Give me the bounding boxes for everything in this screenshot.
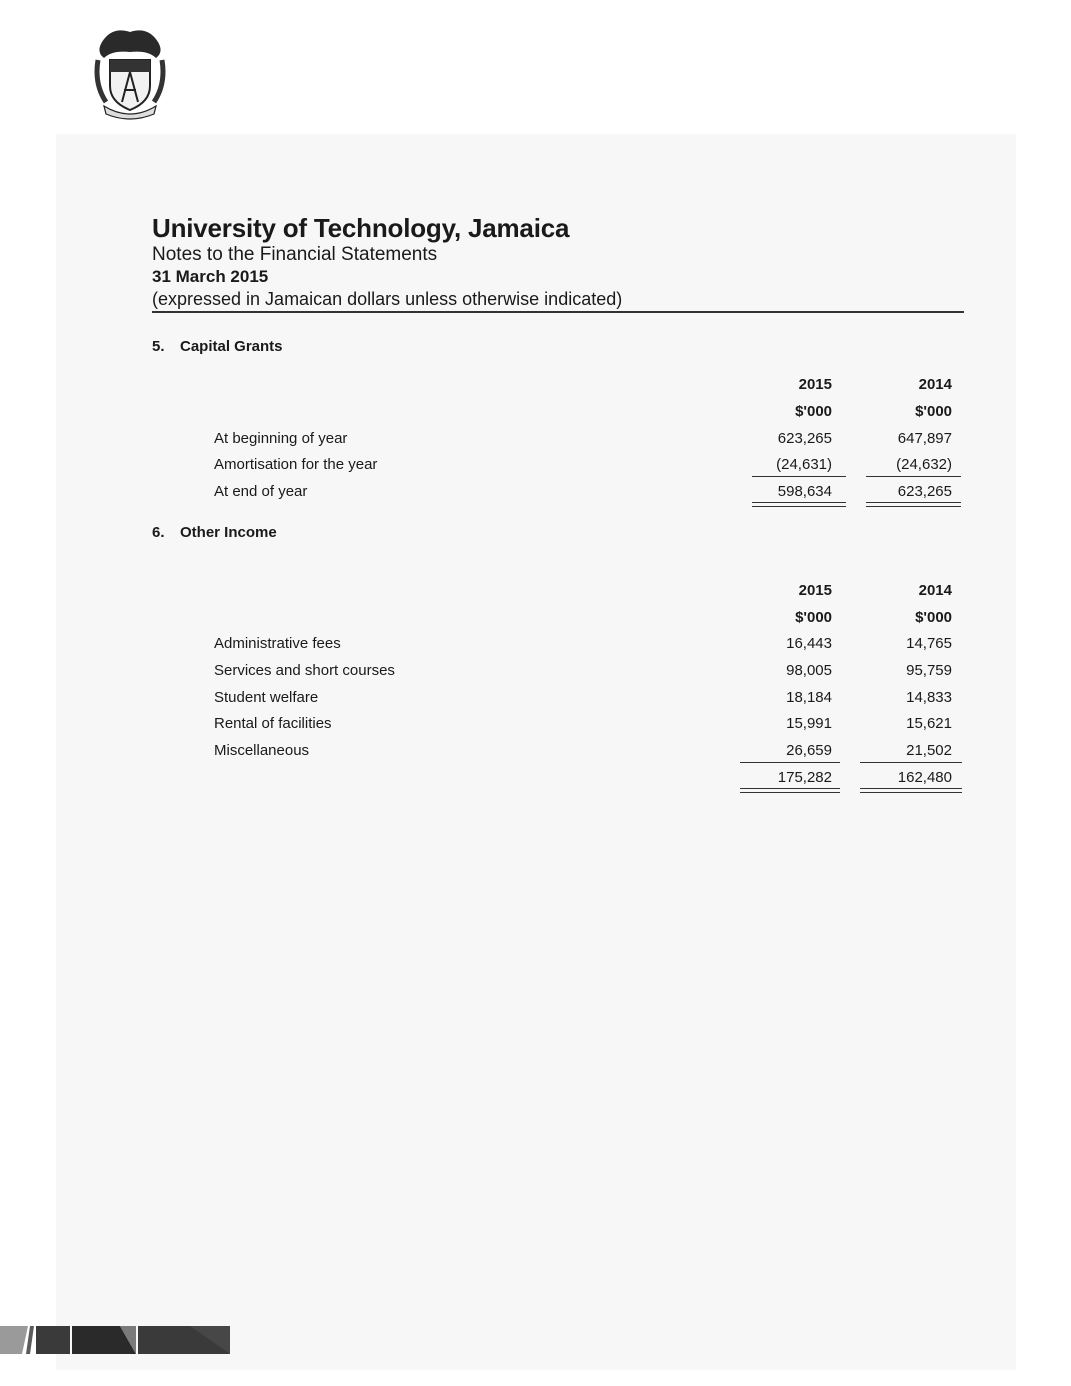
col-2014-year: 2014 — [918, 582, 952, 599]
row-value-2014: 647,897 — [897, 430, 952, 447]
row-value-2015: 18,184 — [786, 689, 832, 706]
table-row — [0, 452, 1071, 478]
row-value-2015: 16,443 — [786, 635, 832, 652]
total-value-2014: 162,480 — [897, 769, 952, 786]
row-label: Miscellaneous — [214, 742, 310, 759]
section-capital-grants-title — [152, 338, 283, 355]
header-rule — [152, 311, 964, 313]
currency-note: (expressed in Jamaican dollars unless otherwise indicated) — [152, 289, 623, 309]
row-label: Administrative fees — [214, 635, 341, 652]
table-row — [0, 685, 1071, 711]
row-value-2015: 598,634 — [777, 483, 832, 500]
row-value-2015: 15,991 — [786, 715, 832, 732]
section-other-income-title — [152, 524, 277, 541]
row-label: At end of year — [214, 483, 308, 500]
university-crest-icon — [92, 24, 168, 120]
col-2015-year: 2015 — [798, 376, 832, 393]
col-2014-unit: $'000 — [915, 609, 952, 626]
row-label: Rental of facilities — [214, 715, 332, 732]
subtotal-underline-2015 — [752, 476, 846, 477]
total-double-underline-2015 — [752, 502, 846, 507]
section-number: 6. — [152, 524, 165, 541]
row-value-2015: 26,659 — [786, 742, 832, 759]
total-value-2015: 175,282 — [777, 769, 832, 786]
table-row — [0, 631, 1071, 657]
footer-stripes-icon — [0, 1326, 230, 1354]
subtotal-underline-2014 — [860, 762, 962, 763]
col-2015-year: 2015 — [798, 582, 832, 599]
col-2014-unit: $'000 — [915, 403, 952, 420]
row-label: Student welfare — [214, 689, 319, 706]
section-label: Other Income — [180, 524, 277, 541]
col-2014-year: 2014 — [918, 376, 952, 393]
capital-grants-year-header — [0, 372, 1071, 398]
subtotal-underline-2015 — [740, 762, 840, 763]
table-row — [0, 658, 1071, 684]
row-value-2014: (24,632) — [896, 456, 952, 473]
row-value-2014: 14,765 — [906, 635, 952, 652]
total-double-underline-2014 — [866, 502, 961, 507]
total-double-underline-2015 — [740, 788, 840, 793]
row-value-2014: 15,621 — [906, 715, 952, 732]
capital-grants-unit-header — [0, 399, 1071, 425]
row-value-2014: 14,833 — [906, 689, 952, 706]
other-income-year-header — [0, 578, 1071, 604]
col-2015-unit: $'000 — [795, 609, 832, 626]
document-subtitle: Notes to the Financial Statements — [152, 244, 438, 265]
document-header — [152, 212, 964, 310]
row-value-2014: 623,265 — [897, 483, 952, 500]
row-value-2014: 95,759 — [906, 662, 952, 679]
section-label: Capital Grants — [180, 338, 283, 355]
row-label: Services and short courses — [214, 662, 395, 679]
table-row — [0, 711, 1071, 737]
row-value-2015: 623,265 — [777, 430, 832, 447]
document-title: University of Technology, Jamaica — [152, 213, 570, 243]
row-label: At beginning of year — [214, 430, 348, 447]
row-value-2014: 21,502 — [906, 742, 952, 759]
col-2015-unit: $'000 — [795, 403, 832, 420]
row-value-2015: (24,631) — [776, 456, 832, 473]
subtotal-underline-2014 — [866, 476, 961, 477]
table-row — [0, 426, 1071, 452]
section-number: 5. — [152, 338, 165, 355]
document-date: 31 March 2015 — [152, 267, 269, 286]
total-double-underline-2014 — [860, 788, 962, 793]
table-row — [0, 738, 1071, 764]
row-value-2015: 98,005 — [786, 662, 832, 679]
other-income-unit-header — [0, 605, 1071, 631]
row-label: Amortisation for the year — [214, 456, 378, 473]
